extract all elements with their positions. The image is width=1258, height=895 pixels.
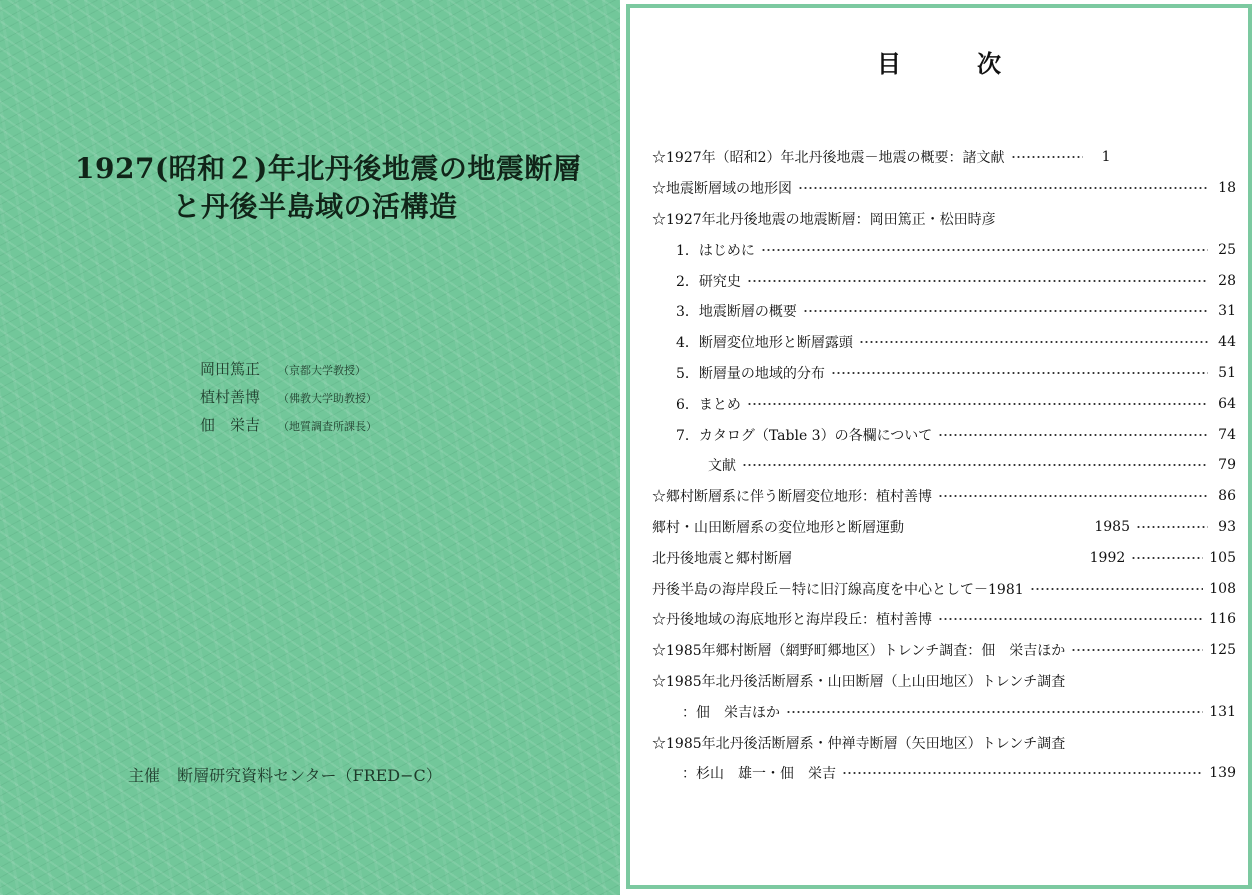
author-name: 植村善博 — [200, 388, 261, 406]
book-cover — [0, 0, 620, 895]
toc-entry-page: 125 — [1209, 642, 1236, 659]
toc-entry — [652, 419, 1236, 450]
toc-entry-page: 93 — [1218, 518, 1236, 535]
toc-entry-page: 108 — [1209, 580, 1236, 597]
toc-heading: 目次 — [877, 49, 1077, 78]
dot-leader — [1011, 156, 1083, 158]
toc-entry — [652, 173, 1236, 204]
dot-leader — [859, 341, 1208, 343]
dot-leader — [842, 772, 1203, 774]
toc-entry-title: ☆1985年郷村断層（網野町郷地区）トレンチ調査：佃 栄吉ほか — [652, 643, 1066, 660]
toc-entry-title: ☆1927年北丹後地震の地震断層：岡田篤正・松田時彦 — [652, 211, 996, 228]
author-row — [200, 386, 377, 414]
dot-leader — [747, 280, 1208, 282]
dot-leader — [1131, 557, 1203, 559]
toc-entry-title: ：佃 栄吉ほか — [682, 704, 780, 721]
cover-sponsor — [128, 763, 442, 786]
table-of-contents-page — [626, 4, 1252, 889]
toc-entry-page: 31 — [1218, 303, 1236, 320]
dot-leader — [747, 403, 1208, 405]
cover-authors — [200, 358, 377, 442]
toc-entry-page: 18 — [1218, 180, 1236, 197]
toc-entry — [652, 696, 1236, 727]
sponsor-label: 主催 — [128, 766, 161, 785]
author-row — [200, 414, 377, 442]
toc-entry — [652, 604, 1236, 635]
toc-entry-title: 文献 — [708, 458, 736, 475]
toc-entry-page: 139 — [1209, 765, 1236, 782]
toc-entry — [652, 388, 1236, 419]
dot-leader — [761, 249, 1208, 251]
toc-entry-title: 2．研究史 — [676, 273, 741, 290]
toc-entry-title: ☆丹後地域の海底地形と海岸段丘：植村善博 — [652, 612, 932, 629]
dot-leader — [1030, 588, 1204, 590]
dot-leader — [1071, 649, 1203, 651]
toc-entry-page: 105 — [1209, 549, 1236, 566]
cover-title-line1: 1927(昭和２)年北丹後地震の地震断層 — [75, 152, 582, 185]
author-row — [200, 358, 377, 386]
toc-entry-page: 25 — [1218, 241, 1236, 258]
toc-entry-page: 64 — [1218, 395, 1236, 412]
toc-entry — [652, 481, 1236, 512]
toc-list — [652, 142, 1236, 789]
toc-entry-title: 6．まとめ — [676, 396, 741, 413]
dot-leader — [742, 464, 1208, 466]
toc-entry-page: 28 — [1218, 272, 1236, 289]
author-name: 岡田篤正 — [200, 360, 261, 378]
toc-entry-title: ☆地震断層域の地形図 — [652, 181, 792, 198]
toc-entry-title: ：杉山 雄一・佃 栄吉 — [682, 766, 836, 783]
dot-leader — [938, 434, 1208, 436]
toc-entry — [652, 296, 1236, 327]
toc-entry — [652, 542, 1236, 573]
toc-entry-title: ☆1927年（昭和2）年北丹後地震－地震の概要：諸文献 — [652, 150, 1005, 167]
dot-leader — [798, 187, 1208, 189]
toc-entry — [652, 758, 1236, 789]
toc-entry-page: 79 — [1218, 457, 1236, 474]
toc-entry — [652, 234, 1236, 265]
toc-entry-page: 51 — [1218, 364, 1236, 381]
toc-entry-page: 1 — [1101, 149, 1111, 166]
toc-entry-page: 86 — [1218, 488, 1236, 505]
dot-leader — [938, 618, 1203, 620]
toc-entry-title: ☆1985年北丹後活断層系・山田断層（上山田地区）トレンチ調査 — [652, 673, 1066, 690]
toc-entry-page: 74 — [1218, 426, 1236, 443]
sponsor-name: 断層研究資料センター（FRED−C） — [177, 766, 442, 785]
toc-entry — [652, 512, 1236, 543]
toc-entry-title: 北丹後地震と郷村断層 — [652, 550, 792, 567]
dot-leader — [938, 495, 1208, 497]
toc-entry-year: 1992 — [1089, 549, 1126, 566]
toc-entry-title: 5．断層量の地域的分布 — [676, 365, 825, 382]
toc-entry-title: 丹後半島の海岸段丘－特に旧汀線高度を中心として－1981 — [652, 581, 1024, 598]
toc-entry — [652, 727, 1236, 758]
toc-entry — [652, 142, 1236, 173]
cover-title — [75, 150, 582, 226]
cover-title-line2: と丹後半島域の活構造 — [172, 189, 458, 223]
toc-entry — [652, 635, 1236, 666]
dot-leader — [786, 711, 1203, 713]
toc-entry-title: 1．はじめに — [676, 242, 755, 259]
toc-entry-year: 1985 — [1094, 518, 1130, 535]
toc-entry — [652, 573, 1236, 604]
toc-entry-title: 3．地震断層の概要 — [676, 304, 797, 321]
author-affiliation: （京都大学教授） — [278, 364, 366, 377]
toc-entry-title: 4．断層変位地形と断層露頭 — [676, 335, 853, 352]
toc-entry-page: 131 — [1209, 703, 1236, 720]
toc-entry — [652, 204, 1236, 235]
toc-entry-title: 7．カタログ（Table 3）の各欄について — [676, 427, 933, 444]
author-affiliation: （地質調査所課長） — [278, 420, 377, 433]
toc-entry — [652, 358, 1236, 389]
toc-entry — [652, 265, 1236, 296]
toc-entry-title: 郷村・山田断層系の変位地形と断層運動 — [652, 519, 904, 536]
toc-entry-page: 44 — [1218, 334, 1236, 351]
author-name: 佃 栄吉 — [200, 416, 261, 434]
dot-leader — [1136, 526, 1208, 528]
toc-entry-page: 116 — [1209, 611, 1236, 628]
toc-entry-title: ☆郷村断層系に伴う断層変位地形：植村善博 — [652, 489, 932, 506]
toc-entry — [652, 666, 1236, 697]
toc-entry — [652, 327, 1236, 358]
author-affiliation: （佛教大学助教授） — [278, 392, 377, 405]
toc-entry — [652, 450, 1236, 481]
dot-leader — [831, 372, 1208, 374]
toc-entry-title: ☆1985年北丹後活断層系・仲禅寺断層（矢田地区）トレンチ調査 — [652, 735, 1066, 752]
dot-leader — [803, 310, 1208, 312]
